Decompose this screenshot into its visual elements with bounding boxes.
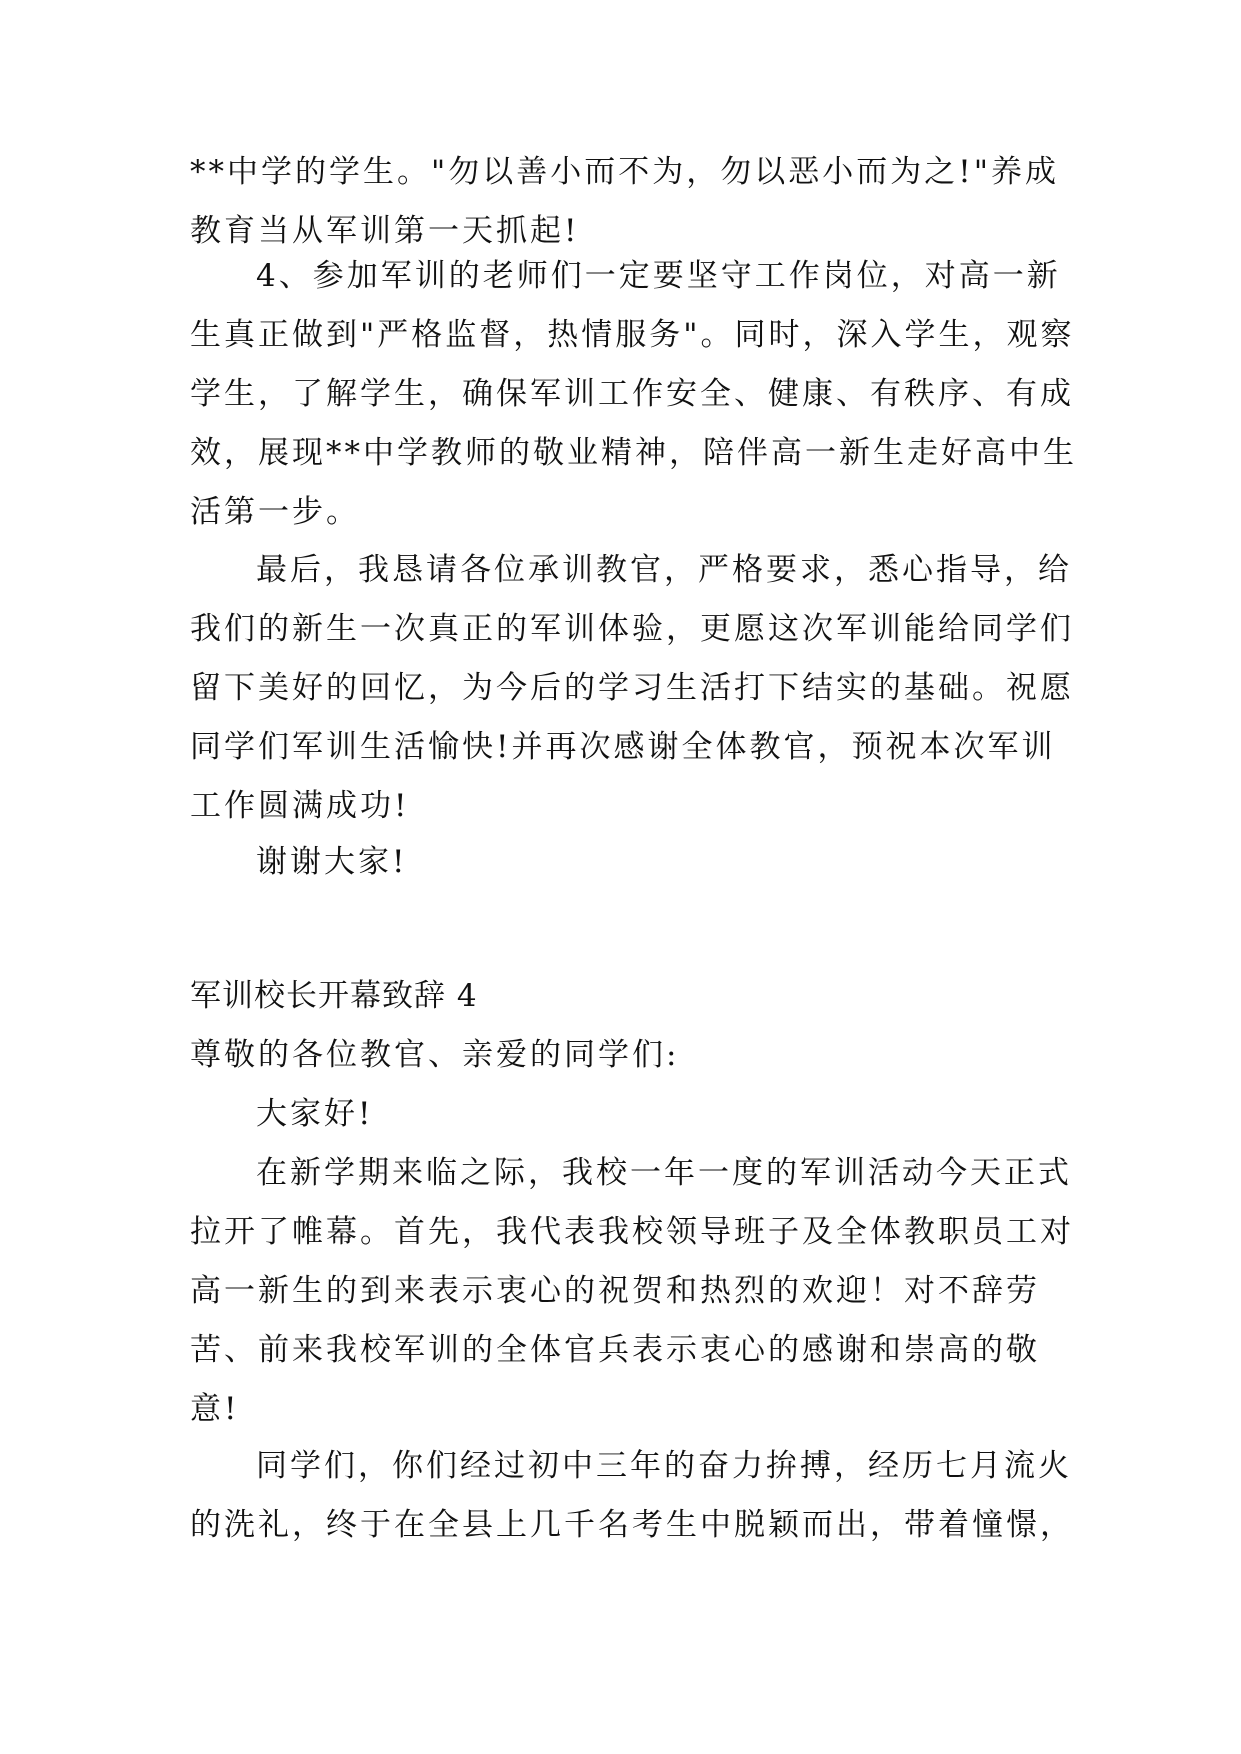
text-line: 高一新生的到来表示衷心的祝贺和热烈的欢迎！对不辞劳 bbox=[190, 1273, 1040, 1309]
text-line: 留下美好的回忆，为今后的学习生活打下结实的基础。祝愿 bbox=[190, 670, 1074, 706]
text-line: 生真正做到"严格监督，热情服务"。同时，深入学生，观察 bbox=[190, 317, 1075, 353]
text-line: **中学的学生。"勿以善小而不为，勿以恶小而为之!"养成 bbox=[190, 154, 1059, 190]
salutation bbox=[190, 1026, 1050, 1085]
text-line: 苦、前来我校军训的全体官兵表示衷心的感谢和崇高的敬 bbox=[190, 1332, 1040, 1368]
text-line: 同学们，你们经过初中三年的奋力拚搏，经历七月流火 bbox=[256, 1448, 1072, 1484]
paragraph-closing-request bbox=[190, 541, 1074, 836]
greeting bbox=[190, 1085, 1050, 1144]
section-title bbox=[190, 967, 1050, 1026]
text-line: 最后，我恳请各位承训教官，严格要求，悉心指导，给 bbox=[256, 552, 1072, 588]
paragraph-opening bbox=[190, 1144, 1074, 1439]
text-line: 在新学期来临之际，我校一年一度的军训活动今天正式 bbox=[256, 1155, 1072, 1191]
text-line: 活第一步。 bbox=[190, 494, 360, 530]
text-line: 拉开了帷幕。首先，我代表我校领导班子及全体教职员工对 bbox=[190, 1214, 1074, 1250]
paragraph-cultivation bbox=[190, 143, 1059, 261]
section-title-text: 军训校长开幕致辞 4 bbox=[190, 978, 478, 1014]
greeting-text: 大家好! bbox=[256, 1096, 374, 1132]
paragraph-thanks bbox=[190, 833, 1050, 892]
text-line: 谢谢大家! bbox=[256, 844, 408, 880]
paragraph-teachers-duty bbox=[190, 247, 1077, 542]
text-line: 4、参加军训的老师们一定要坚守工作岗位，对高一新 bbox=[256, 258, 1061, 294]
text-line: 工作圆满成功! bbox=[190, 788, 410, 824]
text-line: 意! bbox=[190, 1391, 240, 1427]
text-line: 学生，了解学生，确保军训工作安全、健康、有秩序、有成 bbox=[190, 376, 1074, 412]
paragraph-students bbox=[190, 1437, 1074, 1555]
salutation-text: 尊敬的各位教官、亲爱的同学们: bbox=[190, 1037, 680, 1073]
text-line: 同学们军训生活愉快!并再次感谢全体教官，预祝本次军训 bbox=[190, 729, 1056, 765]
text-line: 我们的新生一次真正的军训体验，更愿这次军训能给同学们 bbox=[190, 611, 1074, 647]
text-line: 的洗礼，终于在全县上几千名考生中脱颖而出，带着憧憬， bbox=[190, 1507, 1074, 1543]
text-line: 教育当从军训第一天抓起! bbox=[190, 213, 580, 249]
text-line: 效，展现**中学教师的敬业精神，陪伴高一新生走好高中生 bbox=[190, 435, 1077, 471]
